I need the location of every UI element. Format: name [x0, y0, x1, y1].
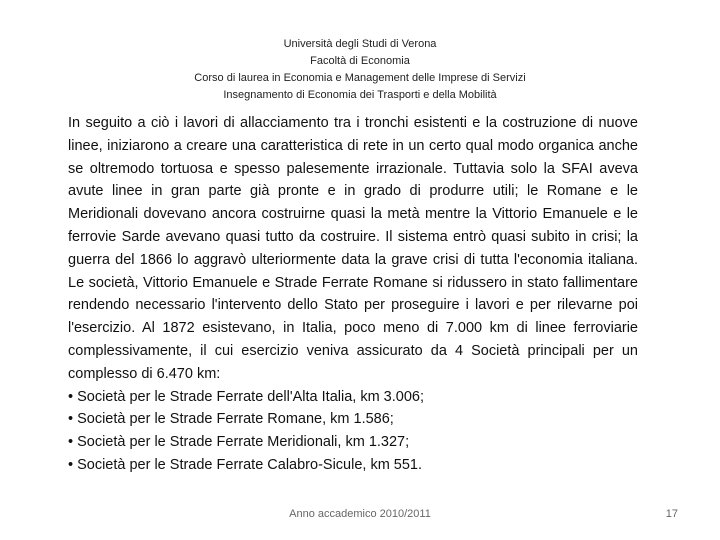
- footer-academic-year: Anno accademico 2010/2011: [289, 508, 431, 520]
- bullet-icon: •: [68, 388, 74, 405]
- body-paragraph: In seguito a ciò i lavori di allacciamento tra i tronchi esistenti e la costruzione di nuove linee, iniziarono a creare una caratteristica di rete in un certo qual modo organica anche se oltremodo tortuosa e spesso palesemente irrazionale. Tuttavia solo la SFAI aveva avute linee in gran parte già pronte e in grado di produrre utili; le Romane e le Meridionali dovevano ancora costruirne quasi la metà mentre la Vittorio Emanuele e le ferrovie Sarde avevano quasi tutto da costruire. Il sistema entrò quasi subito in crisi; la guerra del 1866 lo aggravò ulteriormente data la grave crisi di tutta l'economia italiana. Le società, Vittorio Emanuele e Strade Ferrate Romane si ridussero in stato fallimentare rendendo necessario l'intervento dello Stato per proseguire i lavori e per rilevarne poi l'esercizio. Al 1872 esistevano, in Italia, poco meno di 7.000 km di linee ferroviarie complessivamente, il cui esercizio veniva assicurato da 4 Società principali per un complesso di 6.470 km:: [68, 115, 638, 382]
- list-item-text: Società per le Strade Ferrate Romane, km 1.586;: [77, 411, 394, 428]
- bullet-icon: •: [68, 456, 74, 473]
- list-item-text: Società per le Strade Ferrate Calabro-Sicule, km 551.: [77, 456, 423, 473]
- list-item: [68, 454, 638, 477]
- list-item: [68, 431, 638, 454]
- page-number: 17: [665, 508, 678, 520]
- course-subject: Insegnamento di Economia dei Trasporti e della Mobilità: [223, 89, 497, 101]
- company-list: [68, 386, 638, 477]
- list-item-text: Società per le Strade Ferrate Meridionali, km 1.327;: [77, 434, 410, 451]
- list-item: [68, 408, 638, 431]
- bullet-icon: •: [68, 411, 74, 428]
- bullet-icon: •: [68, 434, 74, 451]
- slide-header: [0, 36, 720, 104]
- list-item: [68, 386, 638, 409]
- faculty-name: Facoltà di Economia: [310, 55, 410, 67]
- degree-course: Corso di laurea in Economia e Management delle Imprese di Servizi: [194, 72, 526, 84]
- university-name: Università degli Studi di Verona: [283, 38, 437, 50]
- slide-content: [68, 112, 638, 477]
- list-item-text: Società per le Strade Ferrate dell'Alta Italia, km 3.006;: [77, 388, 424, 405]
